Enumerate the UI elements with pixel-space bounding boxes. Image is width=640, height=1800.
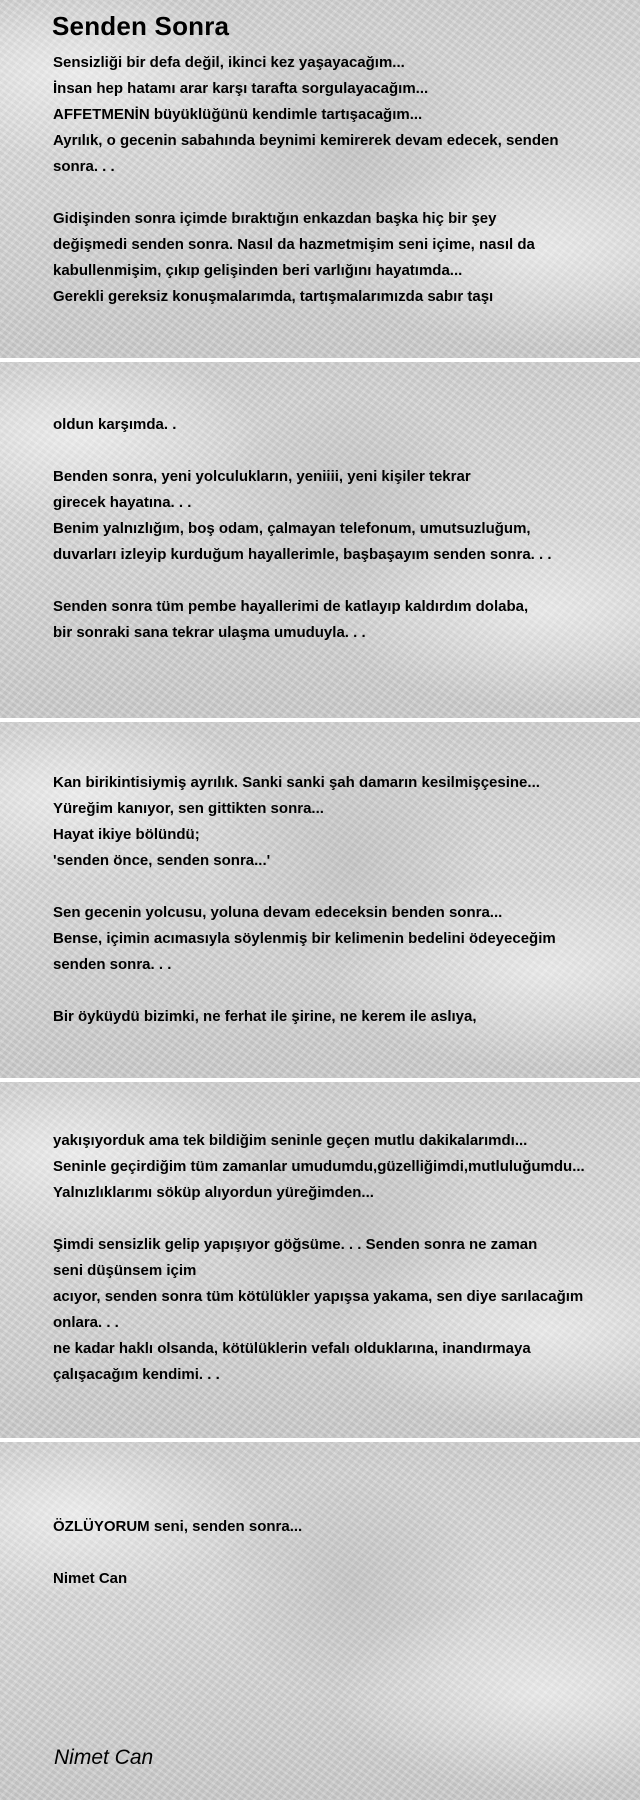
poem-line: seni düşünsem içim (53, 1262, 197, 1279)
poem-line: Benim yalnızlığım, boş odam, çalmayan telefonum, umutsuzluğum, (53, 520, 531, 537)
poem-panel-5 (0, 1442, 640, 1800)
poem-panel-2 (0, 362, 640, 718)
poem-line: Bense, içimin acımasıyla söylenmiş bir kelimenin bedelini ödeyeceğim (53, 930, 556, 947)
poem-panel-3 (0, 722, 640, 1078)
poem-line: ÖZLÜYORUM seni, senden sonra... (53, 1518, 303, 1535)
poem-line: Benden sonra, yeni yolculukların, yeniiii, yeni kişiler tekrar (53, 468, 471, 485)
poem-line: oldun karşımda. . (53, 416, 177, 433)
poem-line: İnsan hep hatamı arar karşı tarafta sorgulayacağım... (53, 80, 429, 97)
poem-section-5 (53, 1514, 633, 1592)
poem-line: kabullenmişim, çıkıp gelişinden beri varlığını hayatımda... (53, 262, 463, 279)
poem-line: Yalnızlıklarımı söküp alıyordun yüreğimden... (53, 1184, 374, 1201)
poem-line: senden sonra. . . (53, 956, 172, 973)
poem-line: Hayat ikiye bölündü; (53, 826, 200, 843)
poem-line: girecek hayatına. . . (53, 494, 192, 511)
poem-section-4 (53, 1128, 633, 1388)
poem-line: Kan birikintisiymiş ayrılık. Sanki sanki şah damarın kesilmişçesine... (53, 774, 540, 791)
poem-panel-4 (0, 1082, 640, 1438)
poem-panel-1 (0, 0, 640, 358)
poem-line: değişmedi senden sonra. Nasıl da hazmetmişim seni içime, nasıl da (53, 236, 535, 253)
poem-title: Senden Sonra (52, 11, 230, 41)
stanza-break (53, 1206, 633, 1232)
poem-line: onlara. . . (53, 1314, 119, 1331)
poem-line: AFFETMENİN büyüklüğünü kendimle tartışacağım... (53, 106, 423, 123)
author-signature: Nimet Can (54, 1746, 154, 1769)
poem-line: yakışıyorduk ama tek bildiğim seninle geçen mutlu dakikalarımdı... (53, 1132, 528, 1149)
poem-line: acıyor, senden sonra tüm kötülükler yapışsa yakama, sen diye sarılacağım (53, 1288, 584, 1305)
stanza-break (53, 438, 633, 464)
stanza-break (53, 568, 633, 594)
stanza-break (53, 874, 633, 900)
poem-line: 'senden önce, senden sonra...' (53, 852, 271, 869)
poem-line: Yüreğim kanıyor, sen gittikten sonra... (53, 800, 324, 817)
poem-line: Sensizliği bir defa değil, ikinci kez yaşayacağım... (53, 54, 405, 71)
poem-line: Şimdi sensizlik gelip yapışıyor göğsüme. . . Senden sonra ne zaman (53, 1236, 538, 1253)
poem-line: Senden sonra tüm pembe hayallerimi de katlayıp kaldırdım dolaba, (53, 598, 529, 615)
poem-line: çalışacağım kendimi. . . (53, 1366, 220, 1383)
stanza-break (53, 180, 633, 206)
stanza-break (53, 978, 633, 1004)
poem-line: sonra. . . (53, 158, 115, 175)
poem-line: Ayrılık, o gecenin sabahında beynimi kemirerek devam edecek, senden (53, 132, 559, 149)
poem-line: duvarları izleyip kurduğum hayallerimle, başbaşayım senden sonra. . . (53, 546, 552, 563)
poem-section-1 (53, 50, 633, 310)
poem-section-2 (53, 412, 633, 646)
poem-section-3 (53, 770, 633, 1030)
poem-line: bir sonraki sana tekrar ulaşma umuduyla. . . (53, 624, 366, 641)
poem-line: Bir öyküydü bizimki, ne ferhat ile şirine, ne kerem ile aslıya, (53, 1008, 477, 1025)
poem-line: Gerekli gereksiz konuşmalarımda, tartışmalarımızda sabır taşı (53, 288, 494, 305)
poem-line: ne kadar haklı olsanda, kötülüklerin vefalı olduklarına, inandırmaya (53, 1340, 531, 1357)
poem-line: Nimet Can (53, 1570, 128, 1587)
poem-line: Sen gecenin yolcusu, yoluna devam edeceksin benden sonra... (53, 904, 503, 921)
poem-line: Gidişinden sonra içimde bıraktığın enkazdan başka hiç bir şey (53, 210, 497, 227)
stanza-break (53, 1540, 633, 1566)
poem-line: Seninle geçirdiğim tüm zamanlar umudumdu,güzelliğimdi,mutluluğumdu... (53, 1158, 585, 1175)
